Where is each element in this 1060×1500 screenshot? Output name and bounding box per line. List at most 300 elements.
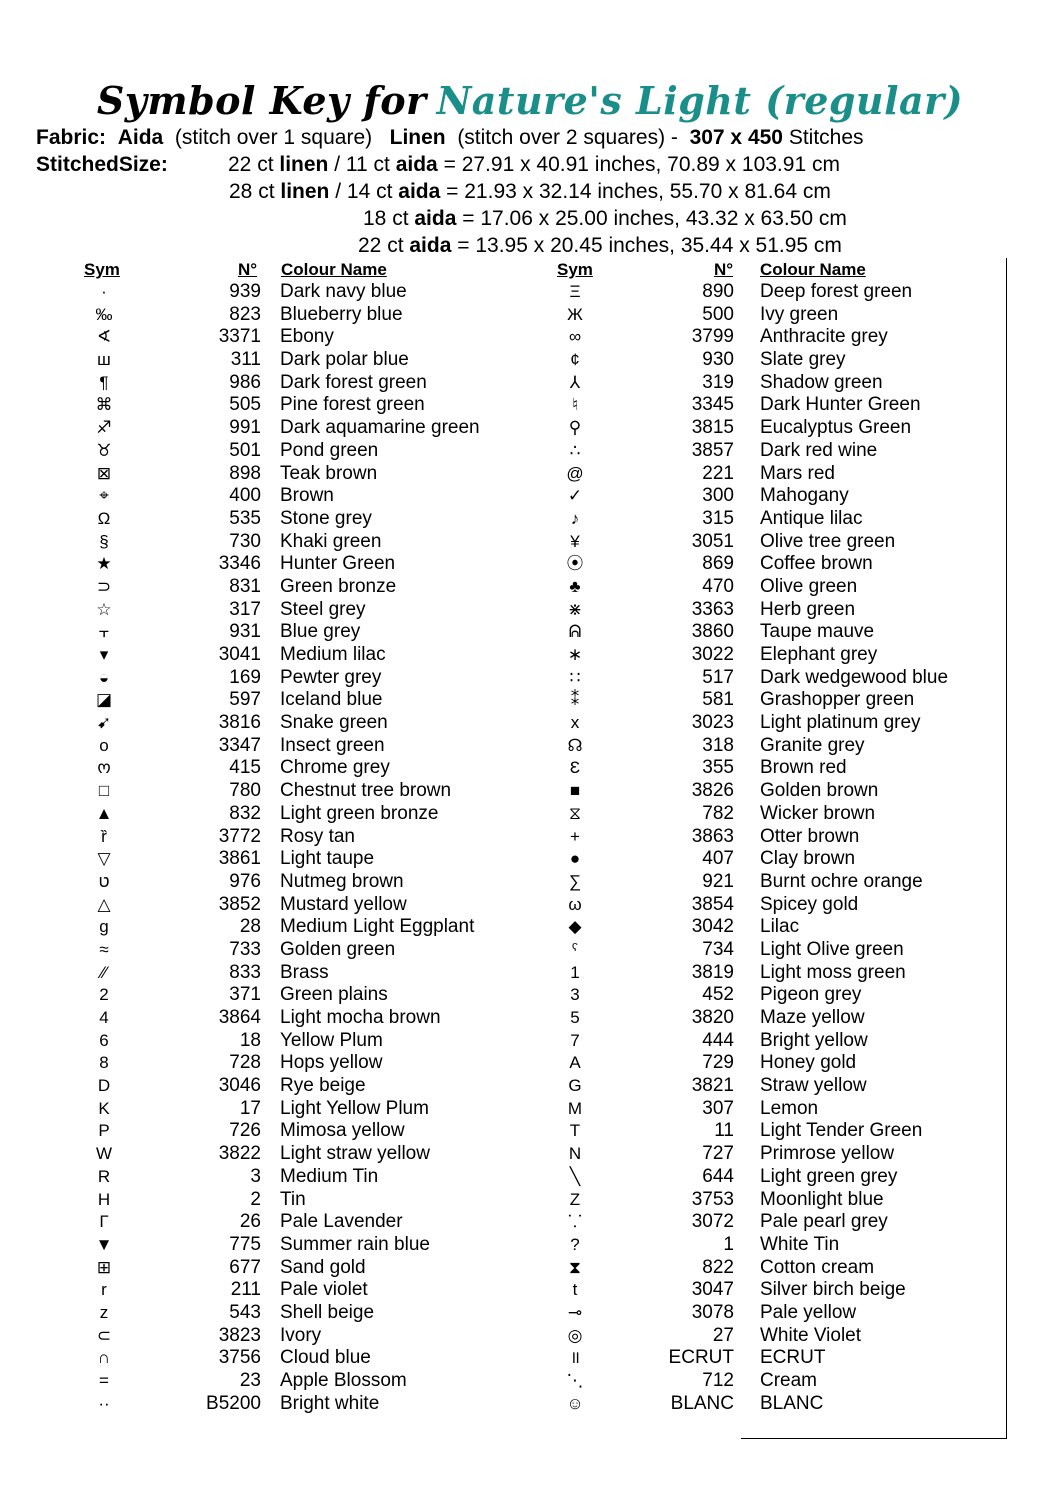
color-name: Ivy green — [760, 303, 839, 325]
symbol: ● — [569, 849, 581, 869]
right-num-header: N° — [714, 260, 734, 279]
symbol: ■ — [569, 781, 581, 801]
color-name: Mimosa yellow — [280, 1120, 405, 1142]
list-item — [555, 1075, 985, 1098]
symbol: ·· — [98, 1393, 110, 1413]
symbol: ⧗ — [569, 1257, 581, 1277]
symbol: H — [97, 1189, 111, 1209]
list-item — [84, 1030, 504, 1053]
symbol: Ξ — [569, 282, 581, 301]
color-name: Insect green — [280, 734, 385, 756]
list-item — [555, 1189, 985, 1212]
symbol: ⅄ — [569, 372, 581, 392]
color-name: Olive tree green — [760, 530, 896, 552]
color-number: 317 — [229, 598, 261, 620]
list-item — [555, 894, 985, 917]
symbol: ▲ — [95, 803, 113, 823]
color-name: Dark Hunter Green — [760, 394, 921, 416]
color-number: 931 — [229, 621, 261, 643]
color-number: 535 — [229, 507, 261, 529]
list-item — [84, 531, 504, 554]
color-name: Mars red — [760, 462, 835, 484]
color-number: 23 — [239, 1370, 261, 1391]
symbol: ⊃ — [96, 576, 112, 596]
list-item — [555, 1302, 985, 1325]
color-name: Taupe mauve — [760, 621, 875, 643]
color-name: Lemon — [760, 1097, 819, 1119]
list-item — [84, 1302, 504, 1325]
left-name-header: Colour Name — [281, 260, 387, 279]
list-item — [84, 372, 504, 395]
symbol: ╲ — [569, 1166, 581, 1186]
color-number: 3 — [250, 1165, 261, 1187]
color-number: 727 — [702, 1143, 734, 1165]
list-item — [84, 440, 504, 463]
symbol: 7 — [570, 1030, 580, 1050]
color-name: Pale Lavender — [280, 1211, 403, 1233]
symbol: ◒ — [98, 667, 110, 687]
color-number: 11 — [714, 1120, 734, 1142]
color-name: Nutmeg brown — [280, 870, 404, 892]
color-number: 3023 — [691, 712, 734, 734]
color-name: Golden green — [280, 938, 396, 960]
color-number: ECRUT — [668, 1347, 734, 1369]
list-item — [84, 1007, 504, 1030]
color-name: Blue grey — [280, 621, 361, 643]
color-number: 728 — [229, 1052, 261, 1074]
list-item — [84, 712, 504, 735]
color-name: Blueberry blue — [280, 303, 403, 325]
list-item — [555, 712, 985, 735]
color-name: Mustard yellow — [280, 893, 407, 915]
color-name: Green plains — [280, 984, 388, 1006]
color-name: Medium Light Eggplant — [280, 916, 475, 938]
color-number: 311 — [230, 349, 261, 371]
color-number: 3822 — [218, 1143, 261, 1165]
symbol: 4 — [99, 1008, 109, 1027]
list-item — [84, 281, 504, 304]
color-number: 991 — [229, 417, 261, 439]
color-number: 444 — [702, 1029, 734, 1051]
color-name: Light moss green — [760, 961, 906, 983]
color-number: 3072 — [691, 1211, 734, 1233]
list-item — [555, 689, 985, 712]
color-name: Shadow green — [760, 371, 883, 393]
size-line-1: 22 ct linen / 11 ct aida = 27.91 x 40.91 inches, 70.89 x 103.91 cm — [228, 153, 840, 176]
color-name: White Violet — [760, 1324, 862, 1346]
color-number: 3047 — [691, 1279, 734, 1301]
list-item — [84, 349, 504, 372]
color-name: Moonlight blue — [760, 1188, 884, 1210]
symbol: ∷ — [569, 667, 581, 687]
color-number: 823 — [229, 303, 261, 325]
list-item — [555, 1370, 985, 1393]
color-number: 644 — [702, 1165, 734, 1187]
list-item — [555, 848, 985, 871]
symbol: M — [567, 1098, 583, 1118]
list-item — [84, 1075, 504, 1098]
color-number: 28 — [239, 916, 261, 938]
color-number: 17 — [239, 1097, 261, 1119]
list-item — [555, 1007, 985, 1030]
color-number: 3861 — [218, 848, 261, 870]
symbol: ∞ — [568, 327, 582, 347]
symbol: ∩ — [97, 1348, 111, 1368]
list-item — [555, 508, 985, 531]
list-item — [84, 1257, 504, 1280]
color-number: 831 — [229, 575, 261, 597]
symbol: ∢ — [96, 327, 112, 347]
left-num-header: N° — [238, 260, 258, 279]
color-number: 3821 — [691, 1075, 734, 1097]
list-item — [84, 871, 504, 894]
symbol: ? — [570, 1234, 580, 1254]
symbol: ∑ — [568, 871, 582, 891]
symbol: 3 — [570, 985, 580, 1005]
symbol: T — [569, 1121, 581, 1141]
symbol: ⋇ — [567, 599, 583, 619]
color-name: Silver birch beige — [760, 1279, 906, 1301]
list-item — [555, 621, 985, 644]
color-name: Bright white — [280, 1392, 380, 1414]
color-name: Green bronze — [280, 575, 397, 597]
list-item — [84, 735, 504, 758]
list-item — [84, 304, 504, 327]
list-item — [84, 826, 504, 849]
color-name: Chrome grey — [280, 757, 390, 779]
bottom-border-line — [741, 1438, 1007, 1439]
color-name: Brown red — [760, 757, 847, 779]
symbol: 6 — [99, 1030, 109, 1050]
symbol: = — [99, 1371, 109, 1390]
symbol: Ж — [567, 304, 583, 324]
list-item — [84, 621, 504, 644]
list-item — [555, 1030, 985, 1053]
color-name: Spicey gold — [760, 893, 859, 915]
list-item — [84, 939, 504, 962]
color-number: 470 — [702, 575, 734, 597]
size-line-4: 22 ct aida = 13.95 x 20.45 inches, 35.44 x 51.95 cm — [358, 234, 842, 257]
color-name: Olive green — [760, 575, 858, 597]
symbol: ˁ — [572, 939, 578, 959]
color-name: Golden brown — [760, 780, 879, 802]
list-item — [555, 1234, 985, 1257]
list-item — [84, 644, 504, 667]
list-item — [555, 599, 985, 622]
color-name: Antique lilac — [760, 507, 863, 529]
color-name: Stone grey — [280, 507, 372, 529]
list-item — [555, 349, 985, 372]
color-name: Hunter Green — [280, 553, 396, 575]
color-name: Yellow Plum — [280, 1029, 383, 1051]
symbol: ♉ — [96, 440, 112, 460]
list-item — [84, 1211, 504, 1234]
list-item — [84, 916, 504, 939]
color-name: Granite grey — [760, 734, 865, 756]
color-name: Pine forest green — [280, 394, 425, 416]
symbol: ш — [97, 350, 111, 370]
color-name: Maze yellow — [760, 1007, 865, 1028]
color-name: Rosy tan — [280, 825, 355, 847]
symbol: ॥ — [569, 1348, 581, 1368]
color-number: 677 — [229, 1256, 261, 1278]
color-number: 543 — [229, 1301, 261, 1323]
right-border-line — [1006, 258, 1007, 1439]
color-number: 355 — [702, 757, 734, 779]
symbol: ‰ — [95, 304, 113, 324]
list-item — [84, 803, 504, 826]
color-name: Slate grey — [760, 349, 846, 371]
symbol: ➹ — [96, 713, 112, 733]
symbol: ♮ — [571, 395, 579, 415]
list-item — [555, 780, 985, 803]
color-name: Pewter grey — [280, 666, 382, 688]
color-name: Cotton cream — [760, 1256, 875, 1278]
symbol: ★ — [96, 554, 112, 574]
symbol: ⊞ — [96, 1257, 112, 1277]
list-item — [84, 1120, 504, 1143]
color-number: 3022 — [691, 644, 734, 665]
color-number: 782 — [702, 802, 734, 824]
color-name: Dark navy blue — [280, 281, 407, 302]
list-item — [555, 304, 985, 327]
symbol: ო — [97, 758, 111, 778]
list-item — [84, 1166, 504, 1189]
color-number: 452 — [702, 984, 734, 1006]
color-number: 3042 — [691, 916, 734, 938]
symbol: ◆ — [568, 917, 582, 937]
symbol: ⁄⁄ — [101, 962, 107, 982]
color-name: Dark red wine — [760, 439, 878, 461]
symbol: ☊ — [567, 735, 583, 755]
color-name: Khaki green — [280, 530, 382, 552]
right-sym-header: Sym — [557, 260, 593, 279]
color-name: ECRUT — [760, 1347, 826, 1369]
symbol: ⁑ — [570, 690, 580, 710]
symbol: · — [101, 282, 107, 301]
list-item — [555, 326, 985, 349]
symbol: ⊸ — [567, 1302, 583, 1322]
color-number: 890 — [702, 281, 734, 302]
color-number: 833 — [229, 961, 261, 983]
symbol: o — [99, 735, 109, 755]
color-name: Straw yellow — [760, 1075, 867, 1097]
color-number: 729 — [702, 1052, 734, 1074]
symbol: 8 — [99, 1053, 109, 1073]
list-item — [555, 463, 985, 486]
color-number: 3863 — [691, 825, 734, 847]
list-item — [84, 1234, 504, 1257]
color-name: White Tin — [760, 1233, 840, 1255]
color-number: 712 — [702, 1370, 734, 1391]
list-item — [84, 508, 504, 531]
color-name: Shell beige — [280, 1301, 375, 1323]
color-number: 3852 — [218, 893, 261, 915]
list-item — [555, 576, 985, 599]
color-name: Grashopper green — [760, 689, 915, 711]
symbol: 5 — [570, 1008, 580, 1027]
color-name: Light platinum grey — [760, 712, 921, 734]
color-number: 307 — [702, 1097, 734, 1119]
list-item — [555, 1120, 985, 1143]
color-number: 3823 — [218, 1324, 261, 1346]
symbol: ♪ — [570, 508, 580, 528]
color-number: 581 — [702, 689, 734, 711]
color-number: 3347 — [218, 734, 261, 756]
color-number: 3046 — [218, 1075, 261, 1097]
color-name: Sand gold — [280, 1256, 366, 1278]
list-item — [555, 1325, 985, 1348]
list-item — [84, 1393, 504, 1416]
color-name: Light straw yellow — [280, 1143, 430, 1165]
color-name: Cream — [760, 1370, 818, 1391]
list-item — [555, 440, 985, 463]
color-number: 3799 — [691, 326, 734, 348]
color-number: 221 — [702, 462, 734, 484]
color-number: 400 — [229, 485, 261, 507]
list-item — [84, 848, 504, 871]
color-name: Clay brown — [760, 848, 856, 870]
symbol: § — [99, 531, 109, 551]
list-item — [84, 394, 504, 417]
fabric-aida-note: (stitch over 1 square) — [174, 126, 373, 149]
color-number: 3826 — [691, 780, 734, 802]
color-number: 733 — [229, 938, 261, 960]
symbol: G — [568, 1076, 582, 1096]
color-name: Ebony — [280, 326, 334, 348]
list-item — [555, 1257, 985, 1280]
symbol: ω — [568, 894, 582, 914]
list-item — [84, 326, 504, 349]
color-number: 3819 — [691, 961, 734, 983]
color-name: Lilac — [760, 916, 800, 938]
list-item — [555, 1143, 985, 1166]
color-number: 3815 — [691, 417, 734, 439]
list-item — [84, 962, 504, 985]
list-item — [555, 826, 985, 849]
symbol: ⚲ — [568, 418, 582, 438]
size-line-3: 18 ct aida = 17.06 x 25.00 inches, 43.32 x 63.50 cm — [363, 207, 847, 230]
right-name-header: Colour Name — [760, 260, 866, 279]
color-name: Dark polar blue — [280, 349, 409, 371]
list-item — [84, 780, 504, 803]
symbol: ∗ — [567, 645, 583, 664]
color-name: Eucalyptus Green — [760, 417, 912, 439]
symbol: ȑ — [101, 826, 107, 846]
color-name: Light green bronze — [280, 802, 439, 824]
color-number: 869 — [702, 553, 734, 575]
list-item — [555, 984, 985, 1007]
symbol: ☺ — [566, 1393, 584, 1413]
symbol: ▽ — [97, 849, 111, 869]
color-number: 500 — [702, 303, 734, 325]
color-number: 775 — [229, 1233, 261, 1255]
list-item — [84, 485, 504, 508]
stitches-word: Stitches — [788, 126, 864, 149]
list-item — [84, 757, 504, 780]
list-item — [555, 962, 985, 985]
list-item — [84, 667, 504, 690]
color-number: 3041 — [218, 644, 261, 665]
list-item — [555, 1098, 985, 1121]
color-name: Hops yellow — [280, 1052, 383, 1074]
symbol: @ — [566, 463, 584, 483]
color-name: Dark forest green — [280, 371, 427, 393]
title-prefix: Symbol Key for — [96, 78, 427, 123]
color-name: Summer rain blue — [280, 1233, 430, 1255]
symbol: ◎ — [567, 1325, 583, 1345]
color-number: 976 — [229, 870, 261, 892]
list-item — [555, 281, 985, 304]
color-number: 319 — [702, 371, 734, 393]
symbol: Ɛ — [569, 758, 581, 778]
color-name: Bright yellow — [760, 1029, 868, 1051]
color-number: 211 — [230, 1279, 261, 1301]
symbol: ≈ — [99, 939, 109, 959]
symbol: K — [98, 1098, 110, 1118]
symbol: W — [95, 1144, 113, 1164]
symbol: ᕱ — [568, 622, 582, 642]
symbol: △ — [97, 894, 111, 914]
color-name: Light Tender Green — [760, 1120, 923, 1142]
color-number: 315 — [702, 507, 734, 529]
color-name: Steel grey — [280, 598, 366, 620]
color-name: Pale violet — [280, 1279, 368, 1301]
list-item — [84, 894, 504, 917]
color-number: 371 — [229, 984, 261, 1006]
list-item — [555, 553, 985, 576]
fabric-linen: Linen — [389, 126, 446, 149]
color-name: Otter brown — [760, 825, 860, 847]
list-item — [555, 485, 985, 508]
symbol: □ — [98, 781, 110, 801]
fabric-aida: Aida — [117, 126, 164, 149]
list-item — [84, 1279, 504, 1302]
list-item — [555, 1052, 985, 1075]
list-item — [84, 417, 504, 440]
color-number: 505 — [229, 394, 261, 416]
color-name: Honey gold — [760, 1052, 857, 1074]
page-title — [0, 78, 1060, 123]
list-item — [555, 1166, 985, 1189]
symbol: x — [570, 713, 580, 733]
color-name: Medium Tin — [280, 1165, 379, 1187]
color-name: Teak brown — [280, 462, 378, 484]
color-name: Snake green — [280, 712, 388, 734]
color-number: 517 — [702, 666, 734, 688]
color-number: 2 — [250, 1188, 261, 1210]
color-number: 780 — [229, 780, 261, 802]
color-number: 3820 — [691, 1007, 734, 1028]
symbol: ∴ — [569, 440, 581, 460]
color-name: Dark aquamarine green — [280, 417, 480, 439]
color-name: Light Olive green — [760, 938, 904, 960]
symbol: ⸪ — [568, 1212, 582, 1232]
symbol: N — [568, 1144, 582, 1164]
list-item — [84, 689, 504, 712]
symbol: ✓ — [567, 486, 583, 506]
symbol: ☆ — [96, 599, 112, 619]
symbol: ♣ — [569, 576, 581, 596]
symbol: R — [97, 1166, 111, 1186]
color-number: 407 — [702, 848, 734, 870]
symbol: ⋱ — [566, 1371, 584, 1390]
symbol: ⌖ — [99, 486, 109, 506]
color-number: 898 — [229, 462, 261, 484]
color-name: Brass — [280, 961, 329, 983]
symbol: t — [572, 1280, 578, 1300]
color-name: Deep forest green — [760, 281, 913, 302]
